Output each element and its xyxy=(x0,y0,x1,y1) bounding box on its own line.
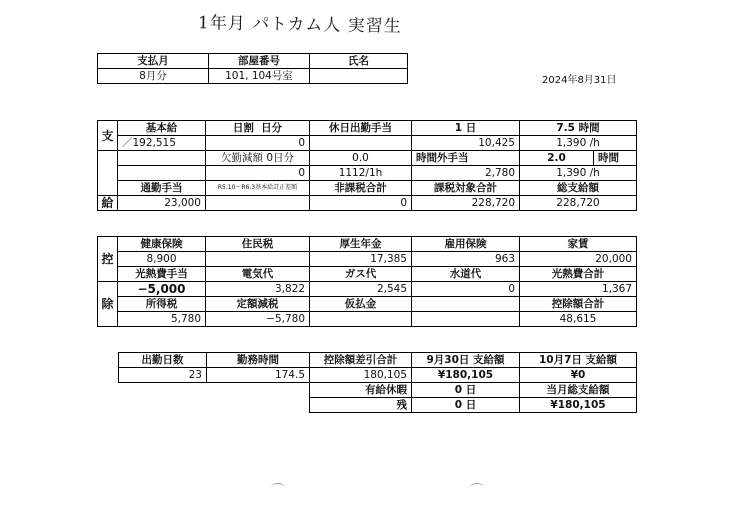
absence-label: 欠勤減額 xyxy=(220,151,263,164)
pension-value: 17,385 xyxy=(310,252,412,267)
row4-blank xyxy=(118,166,206,181)
work-hours-value: 174.5 xyxy=(207,368,310,383)
pension-label: 厚生年金 xyxy=(310,237,412,252)
paid-leave-value: 0 日 xyxy=(412,383,520,398)
health-insurance-value: 8,900 xyxy=(118,252,206,267)
overtime-hours-2: 2.0 xyxy=(520,151,594,166)
holiday-allowance-empty xyxy=(310,136,412,151)
electricity-value: 3,822 xyxy=(206,282,310,297)
resident-tax-label: 住民税 xyxy=(206,237,310,252)
daily-rate-label xyxy=(206,121,310,136)
gas-value: 2,545 xyxy=(310,282,412,297)
absence-blank xyxy=(118,151,206,166)
summary-table xyxy=(118,352,637,413)
pay-side-blank xyxy=(98,151,118,196)
income-tax-value: 5,780 xyxy=(118,312,206,327)
absence-days: 0日分 xyxy=(266,151,295,164)
pay-side-label-bottom: 給 xyxy=(98,196,118,211)
employment-insurance-value: 963 xyxy=(412,252,520,267)
gross-total: 228,720 xyxy=(520,196,637,211)
rent-label: 家賃 xyxy=(520,237,637,252)
water-value: 0 xyxy=(412,282,520,297)
name-value xyxy=(310,69,408,84)
binder-hole-mark xyxy=(470,483,484,492)
health-insurance-label: 健康保険 xyxy=(118,237,206,252)
rent-value: 20,000 xyxy=(520,252,637,267)
utility-total-label: 光熱費合計 xyxy=(520,267,637,282)
absence-label-cell xyxy=(206,151,310,166)
overtime-amount: 2,780 xyxy=(412,166,520,181)
employment-insurance-label: 雇用保険 xyxy=(412,237,520,252)
summary-spacer-2 xyxy=(119,398,310,413)
taxable-label: 課税対象合計 xyxy=(412,181,520,196)
utility-allowance-value: −5,000 xyxy=(118,282,206,297)
month-total-label: 当月総支給額 xyxy=(520,383,637,398)
electricity-label: 電気代 xyxy=(206,267,310,282)
remaining-label: 残 xyxy=(310,398,412,413)
pay-table xyxy=(97,120,637,211)
remaining-value: 0 日 xyxy=(412,398,520,413)
deduction-blank xyxy=(412,297,520,312)
deduction-total-label: 控除額合計 xyxy=(520,297,637,312)
daily-label: 日割 xyxy=(232,121,254,134)
holiday-allowance-value: 10,425 xyxy=(412,136,520,151)
pay-oct7-label: 10月7日 支給額 xyxy=(520,353,637,368)
absence-amount: 0.0 xyxy=(310,151,412,166)
advance-payment-label: 仮払金 xyxy=(310,297,412,312)
gross-label: 総支給額 xyxy=(520,181,637,196)
pay-side-label-top: 支 xyxy=(98,121,118,151)
deduction-table xyxy=(97,236,637,327)
fixed-tax-cut-value: −5,780 xyxy=(206,312,310,327)
correction-amount-blank xyxy=(206,196,310,211)
net-label: 控除額差引合計 xyxy=(310,353,412,368)
utility-total-value: 1,367 xyxy=(520,282,637,297)
handwritten-title: 1年月 パトカム人 実習生 xyxy=(197,13,402,37)
deduction-side-label-bottom: 除 xyxy=(98,282,118,327)
header-table xyxy=(97,53,408,84)
holiday-allowance-label: 休日出勤手当 xyxy=(310,121,412,136)
name-label: 氏名 xyxy=(310,54,408,69)
hourly-rate-2: 1,390 /h xyxy=(520,166,637,181)
nontaxable-label: 非課税合計 xyxy=(310,181,412,196)
pay-sep30-value: ¥180,105 xyxy=(412,368,520,383)
deduction-blank-2 xyxy=(412,312,520,327)
paid-leave-label: 有給休暇 xyxy=(310,383,412,398)
summary-spacer xyxy=(119,383,310,398)
hourly-rate-1: 1,390 /h xyxy=(520,136,637,151)
days-label: 日分 xyxy=(261,121,283,134)
statement-date: 2024年8月31日 xyxy=(542,75,617,86)
pay-sep30-label: 9月30日 支給額 xyxy=(412,353,520,368)
binder-hole-mark xyxy=(271,483,285,492)
correction-note: R5.10〜R6.3基本給訂正差額 xyxy=(206,181,310,196)
deduction-total-value: 48,615 xyxy=(520,312,637,327)
commute-amount: 23,000 xyxy=(118,196,206,211)
payment-month-value: 8月分 xyxy=(98,69,209,84)
overtime-hours-1: 7.5 時間 xyxy=(520,121,637,136)
gas-label: ガス代 xyxy=(310,267,412,282)
room-number-value: 101, 104号室 xyxy=(209,69,310,84)
deduction-side-label-top: 控 xyxy=(98,237,118,282)
payment-month-label: 支払月 xyxy=(98,54,209,69)
pay-oct7-value: ¥0 xyxy=(520,368,637,383)
holiday-days: 1 日 xyxy=(412,121,520,136)
commute-label: 通勤手当 xyxy=(118,181,206,196)
work-days-label: 出勤日数 xyxy=(119,353,207,368)
overtime-label: 時間外手当 xyxy=(412,151,520,166)
daily-amount: 0 xyxy=(206,136,310,151)
base-salary-label: 基本給 xyxy=(118,121,206,136)
zero-value: 0 xyxy=(206,166,310,181)
hourly-note: 1112/1h xyxy=(310,166,412,181)
base-salary-value: ／192,515 xyxy=(118,136,206,151)
hours-unit: 時間 xyxy=(594,151,637,166)
nontaxable-total: 0 xyxy=(310,196,412,211)
advance-payment-value xyxy=(310,312,412,327)
work-days-value: 23 xyxy=(119,368,207,383)
taxable-total: 228,720 xyxy=(412,196,520,211)
room-number-label: 部屋番号 xyxy=(209,54,310,69)
income-tax-label: 所得税 xyxy=(118,297,206,312)
utility-allowance-label: 光熱費手当 xyxy=(118,267,206,282)
fixed-tax-cut-label: 定額減税 xyxy=(206,297,310,312)
resident-tax-value xyxy=(206,252,310,267)
work-hours-label: 勤務時間 xyxy=(207,353,310,368)
net-value: 180,105 xyxy=(310,368,412,383)
month-total-value: ¥180,105 xyxy=(520,398,637,413)
water-label: 水道代 xyxy=(412,267,520,282)
